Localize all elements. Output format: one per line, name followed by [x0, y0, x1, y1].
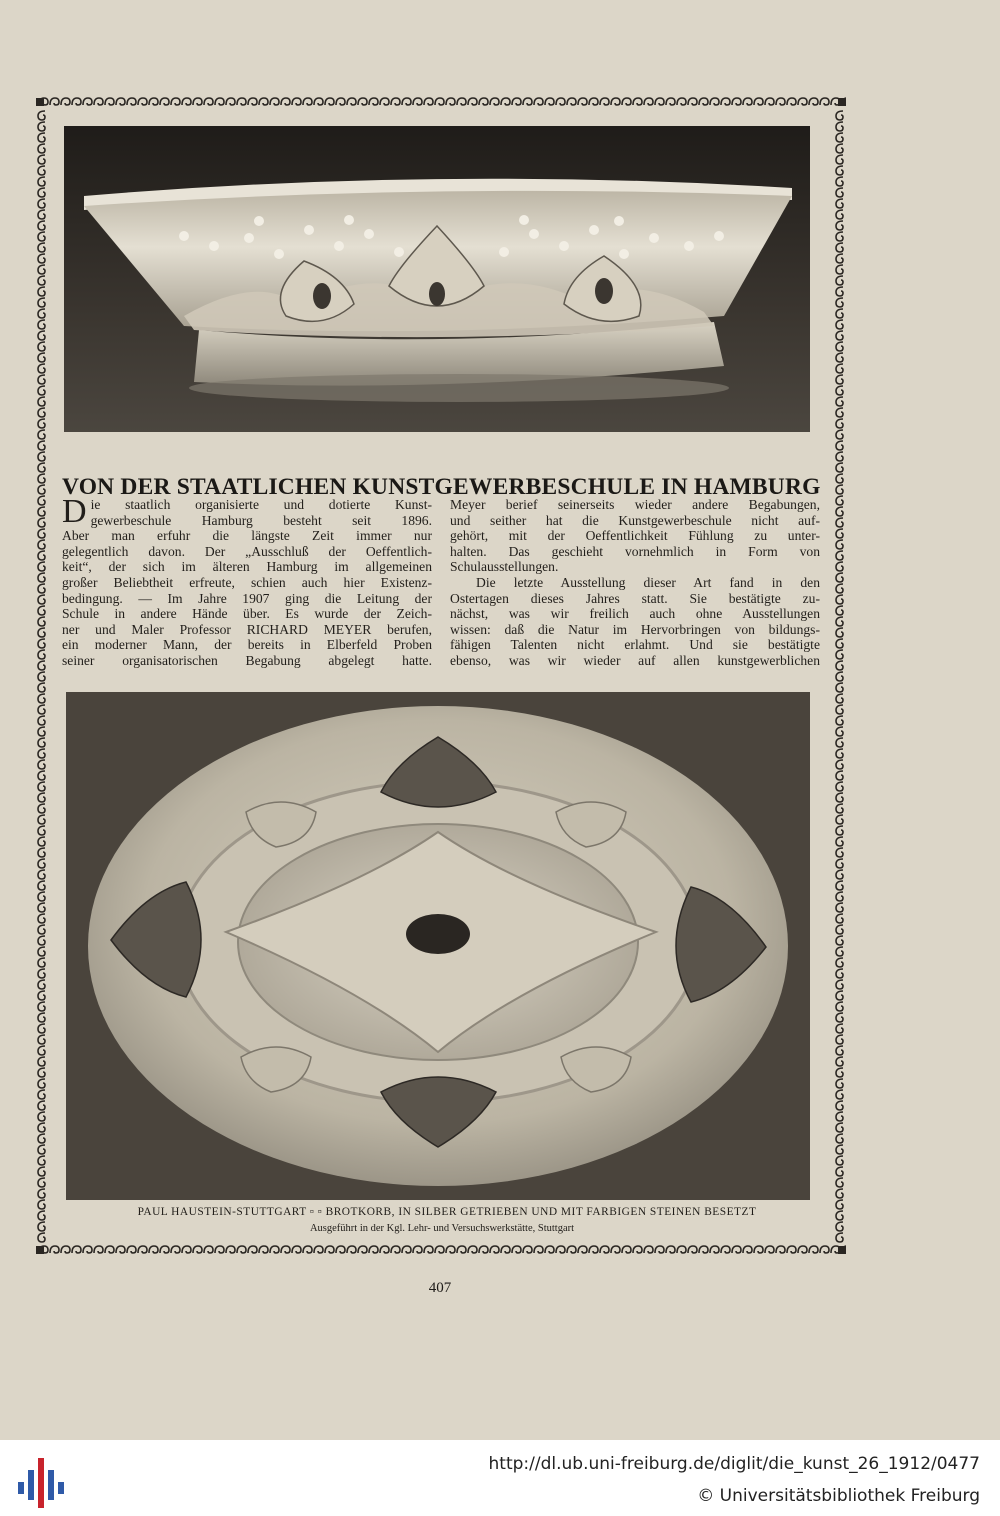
text-column-left: [62, 493, 432, 669]
text-line: fähigen Talenten nicht erlahmt. Und sie bestätigte: [450, 637, 820, 653]
ub-freiburg-logo-icon: [14, 1456, 64, 1510]
text-line: ner und Maler Professor RICHARD MEYER berufen,: [62, 621, 432, 637]
text-line: Meyer berief seinerseits wieder andere Begabungen,: [450, 497, 820, 512]
text-line: Schulausstellungen.: [450, 559, 559, 575]
text-line: keit“, der sich im älteren Hamburg im allgemeinen: [62, 559, 432, 575]
text-line: bedingung. — Im Jahre 1907 ging die Leitung der: [62, 590, 432, 606]
text-column-right: [450, 497, 820, 669]
text-line: Aber man erfuhr die längste Zeit immer nur: [62, 528, 432, 544]
text-line: großer Beliebtheit erfreute, schien auch hier Existenz-: [62, 574, 432, 590]
ornament-border-right: [834, 108, 846, 1244]
text-line: ein moderner Mann, der bereits in Elberfeld Proben: [62, 637, 432, 653]
photo-basket-top-view: [66, 692, 810, 1200]
text-line: und seither hat die Kunstgewerbeschule nicht auf-: [450, 512, 820, 528]
source-url[interactable]: http://dl.ub.uni-freiburg.de/diglit/die_kunst_26_1912/0477: [488, 1454, 980, 1474]
ornament-border-bottom: [36, 1244, 846, 1256]
text-line: gelegentlich davon. Der „Ausschluß der Oeffentlich-: [62, 543, 432, 559]
article-headline: VON DER STAATLICHEN KUNSTGEWERBESCHULE IN HAMBURG: [62, 473, 821, 500]
dropcap: D: [62, 493, 87, 530]
text-line: seiner organisatorischen Begabung abgelegt hatte.: [62, 652, 432, 668]
copyright-notice: © Universitätsbibliothek Freiburg: [697, 1486, 980, 1506]
page-number: 407: [428, 1280, 452, 1296]
text-line: gehört, mit der Oeffentlichkeit Fühlung zu unter-: [450, 528, 820, 544]
ornament-border-top: [36, 96, 846, 108]
text-line: Schule in andere Hände über. Es wurde der Zeich-: [62, 606, 432, 622]
text-line: wissen: daß die Natur im Hervorbringen von bildungs-: [450, 621, 820, 637]
photo-basket-side-view: [64, 126, 810, 432]
text-line: ebenso, was wir wieder auf allen kunstgewerblichen: [450, 652, 820, 668]
text-line: gewerbeschule Hamburg besteht seit 1896.: [90, 512, 432, 528]
figure-caption: PAUL HAUSTEIN-STUTTGART ▫ ▫ BROTKORB, IN SILBER GETRIEBEN UND MIT FARBIGEN STEINEN BESETZT: [137, 1206, 757, 1218]
figure-caption-subline: Ausgeführt in der Kgl. Lehr- und Versuchswerkstätte, Stuttgart: [309, 1223, 575, 1234]
text-line: halten. Das geschieht vornehmlich in Form von: [450, 543, 820, 559]
text-line: nächst, was wir freilich auch ohne Ausstellungen: [450, 606, 820, 622]
ornament-border-left: [36, 108, 48, 1244]
text-line: Die letzte Ausstellung dieser Art fand in den: [476, 574, 820, 590]
text-line: Ostertagen dieses Jahres statt. Sie bestätigte zu-: [450, 590, 820, 606]
text-line: ie staatlich organisierte und dotierte Kunst-: [90, 497, 432, 512]
